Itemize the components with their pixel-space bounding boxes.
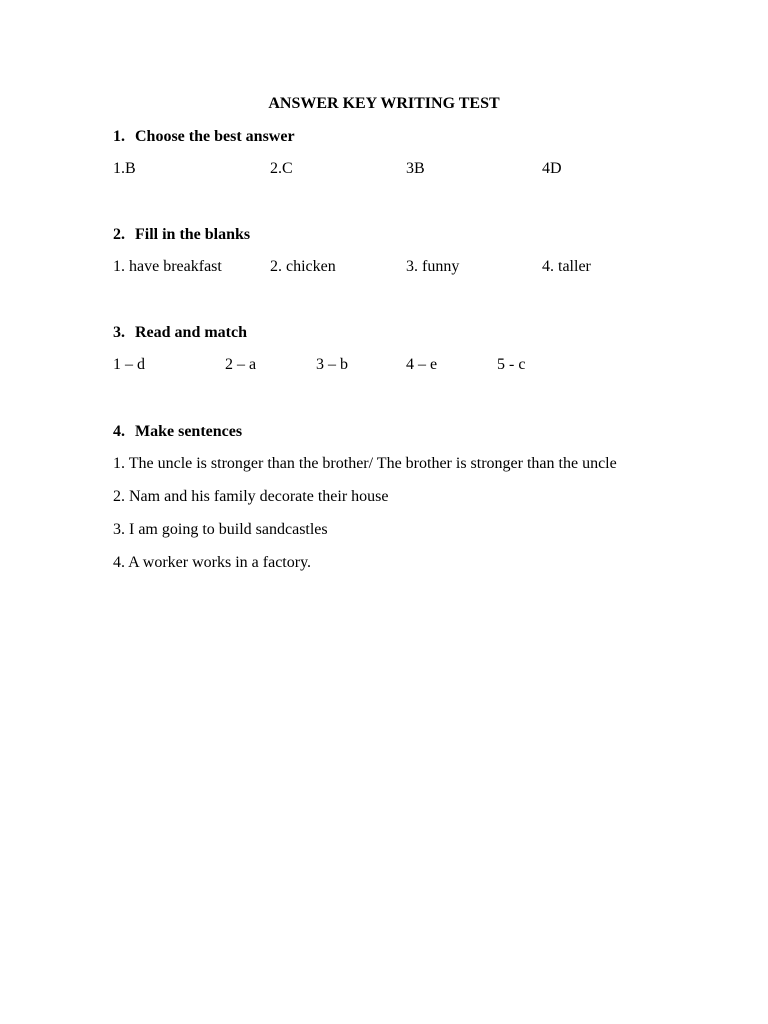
section-2-answer-4: 4. taller xyxy=(542,258,591,275)
document-title: ANSWER KEY WRITING TEST xyxy=(268,95,500,112)
section-3-title: Read and match xyxy=(135,324,248,341)
section-1-answer-4: 4D xyxy=(542,160,562,177)
section-3-answer-3: 3 – b xyxy=(316,356,348,373)
section-2-answer-2: 2. chicken xyxy=(270,258,336,275)
section-3-answer-4: 4 – e xyxy=(406,356,438,373)
section-2-answer-1: 1. have breakfast xyxy=(113,258,222,275)
section-4-answer-1: 1. The uncle is stronger than the brother/ The brother is stronger than the uncle xyxy=(113,455,617,472)
section-4-heading xyxy=(113,423,242,441)
section-4-answer-2: 2. Nam and his family decorate their house xyxy=(113,488,389,505)
section-1-number: 1. xyxy=(113,128,125,145)
section-1-heading xyxy=(113,128,295,146)
section-1-title: Choose the best answer xyxy=(135,128,295,145)
section-1-answer-2: 2.C xyxy=(270,160,293,177)
section-3-answer-5: 5 - c xyxy=(497,356,526,373)
section-4-answer-4: 4. A worker works in a factory. xyxy=(113,554,312,571)
section-1-answer-3: 3B xyxy=(406,160,425,177)
section-4-title: Make sentences xyxy=(135,423,243,440)
section-4-number: 4. xyxy=(113,423,125,440)
section-4-answer-3: 3. I am going to build sandcastles xyxy=(113,521,328,538)
section-2-number: 2. xyxy=(113,226,125,243)
section-3-number: 3. xyxy=(113,324,125,341)
section-3-answer-1: 1 – d xyxy=(113,356,145,373)
section-3-heading xyxy=(113,324,247,342)
section-2-answer-3: 3. funny xyxy=(406,258,460,275)
section-2-heading xyxy=(113,226,250,244)
section-3-answer-2: 2 – a xyxy=(225,356,257,373)
section-1-answer-1: 1.B xyxy=(113,160,136,177)
section-2-title: Fill in the blanks xyxy=(135,226,251,243)
